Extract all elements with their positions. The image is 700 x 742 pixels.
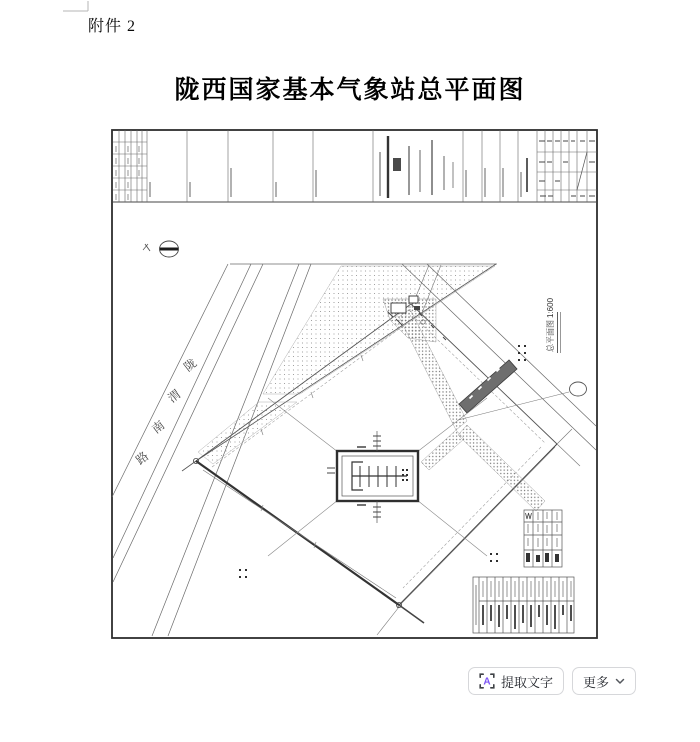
- image-toolbar: [468, 667, 636, 695]
- more-label: 更多: [583, 674, 610, 690]
- extract-text-icon: [479, 673, 495, 689]
- road-name-char: 渭: [165, 386, 184, 406]
- chevron-down-icon: [615, 678, 625, 685]
- plan-title-text: 总平面图: [546, 320, 555, 352]
- more-button[interactable]: [572, 667, 636, 695]
- page-title: 陇西国家基本气象站总平面图: [174, 77, 526, 104]
- extract-icon-letter: A: [483, 676, 491, 688]
- road-name-char: 陇: [181, 355, 200, 375]
- road-name-char: 南: [149, 417, 168, 437]
- page-corner-mark: [63, 1, 88, 11]
- attachment-label: 附件 2: [88, 18, 137, 35]
- extract-text-button[interactable]: [468, 667, 564, 695]
- plan-scale-text: 1:600: [546, 297, 555, 318]
- extract-text-label: 提取文字: [501, 674, 554, 690]
- road-name-char: 路: [133, 448, 152, 468]
